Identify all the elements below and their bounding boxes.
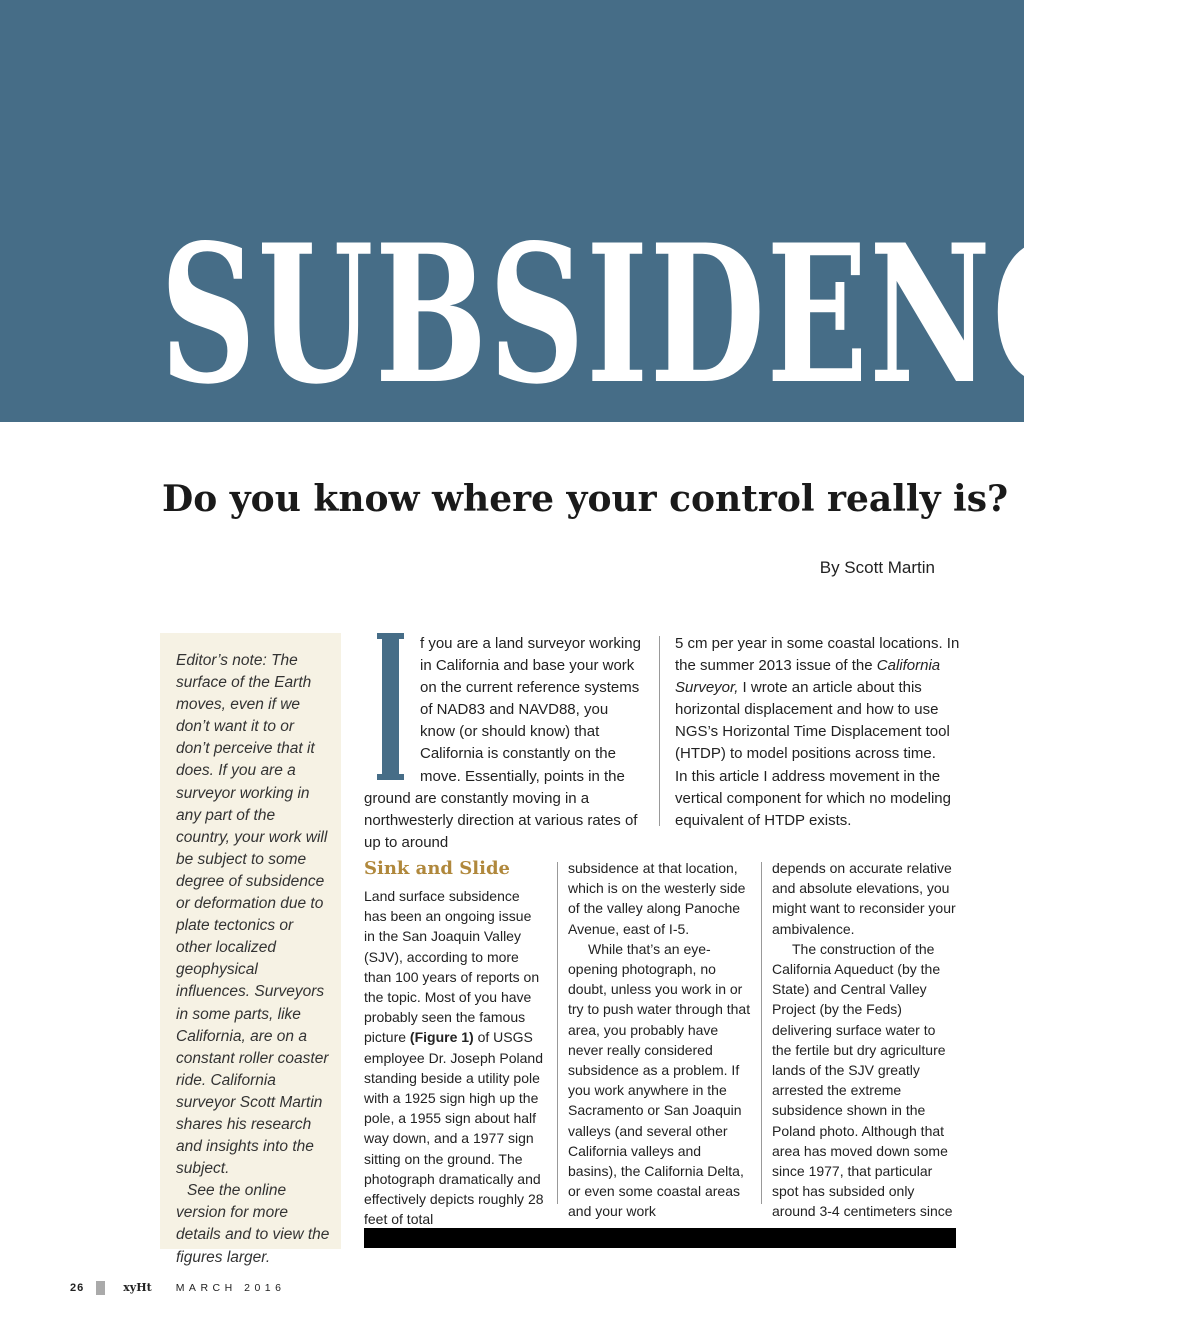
intro-paragraph-1: f you are a land surveyor working in California and base your work on the current reference systems of NAD83 and NAVD88, you know (or should know) that California is constantly on the move. Essentially, points in the ground are constantly moving in a northwesterly direction at various rates of up to around [364,635,641,851]
body-paragraph-5: The construction of the California Aqueduct (by the State) and Central Valley Project (by the Feds) delivering surface water to the fertile but dry agriculture lands of the SJV greatly arrested the extreme subsidence shown in the Poland photo. Although that area has moved down some since 1977, that particular spot has subsided only around 3-4 centimeters since [772,940,953,1220]
publication-name: California Surveyor, [675,657,941,697]
column-divider [659,636,660,826]
page-footer [70,1281,285,1295]
article-title: SUBSIDENCE [160,203,1202,426]
page-number: 26 [70,1282,85,1294]
online-version-note: See the online version for more details and to view the figures larger. [176,1182,330,1266]
body-paragraph-3: While that’s an eye-opening photograph, no doubt, unless you work in or try to push water through that area, you probably have never really considered subsidence as a problem. If you work anywhere in the Sacramento or San Joaquin valleys (and several other California valleys and basins), the California Delta, or even some coastal areas and your work [568,940,751,1220]
editors-note-sidebar [160,633,341,1266]
section-heading: Sink and Slide [364,858,510,879]
intro-column-1 [364,633,643,854]
editors-note-text: Editor’s note: The surface of the Earth moves, even if we don’t want it to or don’t perceive that it does. If you are a surveyor working in any part of the country, your work will be subject to some degree of subsidence or deformation due to plate tectonics or other localized geophysical influences. Surveyors in some parts, like California, are on a constant roller coaster ride. California surveyor Scott Martin shares his research and insights into the subject. [176,652,329,1178]
article-subtitle: Do you know where your control really is? [162,478,1009,520]
body-paragraph-2: subsidence at that location, which is on the westerly side of the valley along Panoche Avenue, east of I-5. [568,860,746,937]
column-divider [557,862,558,1204]
footer-separator [96,1281,105,1295]
body-column-3 [772,858,958,1222]
body-paragraph-1: Land surface subsidence has been an ongoing issue in the San Joaquin Valley (SJV), according to more than 100 years of reports on the topic. Most of you have probably seen the famous picture (Figure 1) of USGS employee Dr. Joseph Poland standing beside a utility pole with a 1925 sign high up the pole, a 1955 sign about half way down, and a 1977 sign sitting on the ground. The photograph dramatically and effectively depicts roughly 28 feet of total [364,888,544,1228]
byline: By Scott Martin [819,558,935,577]
column-divider [761,862,762,1204]
magazine-logo: xyHt [123,1281,152,1294]
drop-cap [364,633,400,780]
body-column-2 [568,858,752,1222]
intro-paragraph-3: In this article I address movement in the vertical component for which no modeling equivalent of HTDP exists. [675,767,951,829]
intro-paragraph-2: 5 cm per year in some coastal locations. In the summer 2013 issue of the California Surveyor, I wrote an article about this horizontal displacement and how to use NGS’s Horizontal Time Displacement tool (HTDP) to model positions across time. [675,635,960,763]
figure-reference: (Figure 1) [409,1029,474,1046]
intro-column-2 [675,633,960,832]
body-paragraph-4: depends on accurate relative and absolute elevations, you might want to reconsider your ambivalence. [772,860,956,937]
issue-date: MARCH 2016 [175,1282,286,1294]
body-column-1 [364,858,544,1229]
footer-rule-bar [364,1228,956,1248]
